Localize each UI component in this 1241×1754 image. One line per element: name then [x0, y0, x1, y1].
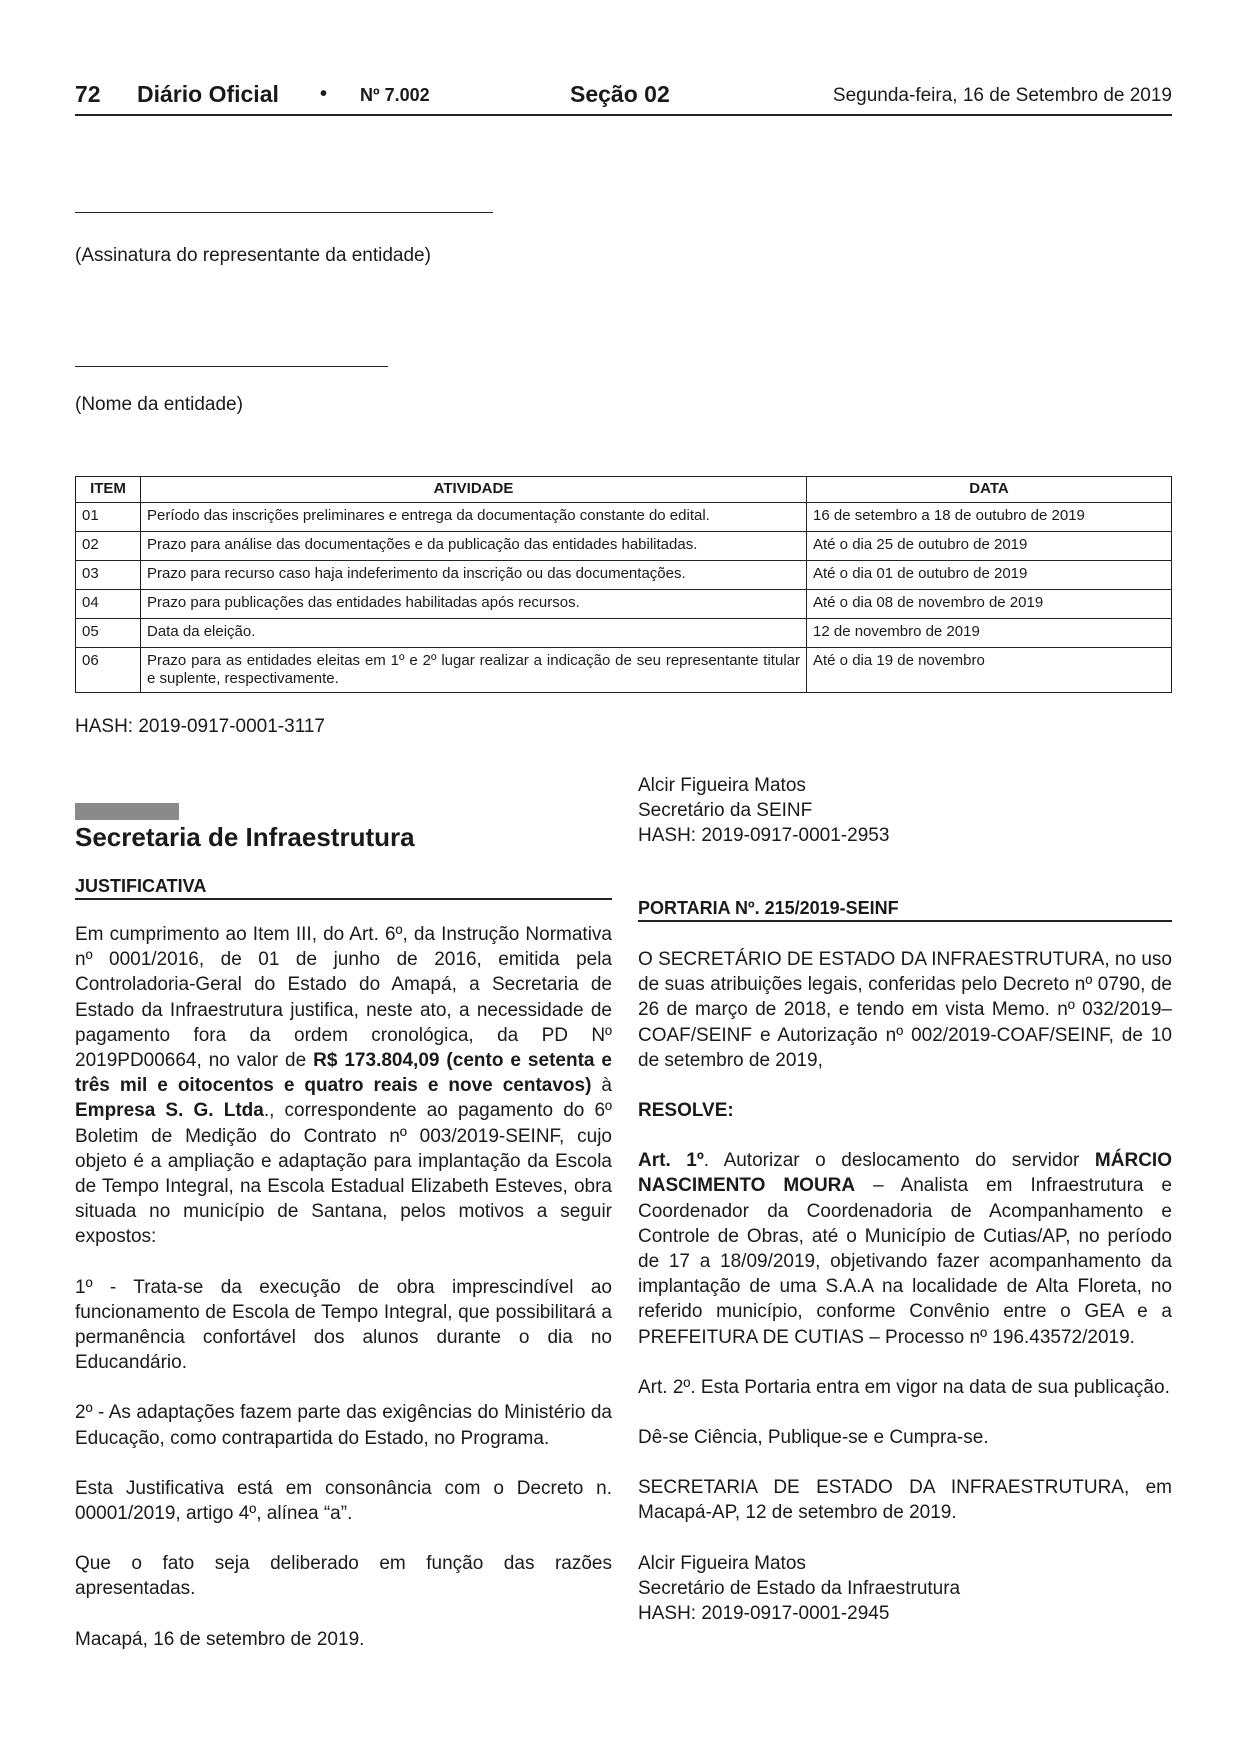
cell-date: Até o dia 01 de outubro de 2019 [807, 561, 1172, 590]
column-header-date: DATA [807, 477, 1172, 503]
signer-name: Alcir Figueira Matos [638, 1552, 806, 1574]
cell-date: Até o dia 19 de novembro [807, 648, 1172, 693]
table-row [76, 532, 1172, 561]
signer-title: Secretário da SEINF [638, 800, 813, 822]
consonance-paragraph: Esta Justificativa está em consonância com o Decreto n. 00001/2019, artigo 4º, alínea “a”. [75, 1477, 612, 1525]
hash-code: HASH: 2019-0917-0001-2945 [638, 1603, 890, 1625]
payment-amount: R$ 173.804,09 (cento e setenta e três mil e oitocentos e quatro reais e nove centavos) [75, 1050, 613, 1097]
signer-title: Secretário de Estado da Infraestrutura [638, 1577, 961, 1599]
header-bullet: • [320, 83, 328, 105]
column-header-activity: ATIVIDADE [141, 477, 807, 503]
column-header-item: ITEM [76, 477, 141, 503]
server-name: MÁRCIO NASCIMENTO MOURA [638, 1150, 1172, 1197]
signature-line [75, 212, 493, 213]
preamble-paragraph: O SECRETÁRIO DE ESTADO DA INFRAESTRUTURA, no uso de suas atribuições legais, conferidas pelo Decreto nº 0790, de 26 de março de 2018, e tendo em vista Memo. nº 032/2019–COAF/SEINF e Autorização nº 002/2019-COAF/SEINF, de 10 de setembro de 2019, [638, 949, 1172, 1071]
issue-number: Nº 7.002 [360, 85, 430, 105]
signature-label: (Assinatura do representante da entidade) [75, 245, 431, 266]
table-row [76, 619, 1172, 648]
entity-name-line [75, 366, 388, 367]
cell-item: 06 [76, 648, 141, 693]
schedule-table [75, 476, 1172, 693]
article-1: Art. 1º. Autorizar o deslocamento do servidor MÁRCIO NASCIMENTO MOURA – Analista em Infraestrutura e Coordenador da Coordenadoria de Acompanhamento e Controle de Obras, até o Município de Cutias/AP, no período de 17 a 18/09/2019, objetivando fazer acompanhamento da implantação de uma S.A.A na localidade de Alta Floreta, no referido município, conforme Convênio entre o GEA e a PREFEITURA DE CUTIAS – Processo nº 196.43572/2019. [638, 1150, 1172, 1348]
table-row [76, 503, 1172, 532]
hash-code: HASH: 2019-0917-0001-3117 [75, 716, 325, 737]
table-row [76, 561, 1172, 590]
cell-item: 01 [76, 503, 141, 532]
cell-activity: Prazo para recurso caso haja indeferimento da inscrição ou das documentações. [141, 561, 807, 590]
portaria-body [638, 947, 1172, 1626]
table-header-row [76, 477, 1172, 503]
justification-body [75, 922, 612, 1652]
section-marker [75, 803, 179, 820]
publication-date: Segunda-feira, 16 de Setembro de 2019 [832, 85, 1172, 106]
cell-item: 02 [76, 532, 141, 561]
publication-name: Diário Oficial [137, 81, 279, 107]
cell-activity: Data da eleição. [141, 619, 807, 648]
cell-date: Até o dia 25 de outubro de 2019 [807, 532, 1172, 561]
cell-date: 12 de novembro de 2019 [807, 619, 1172, 648]
closing-line: Dê-se Ciência, Publique-se e Cumpra-se. [638, 1427, 989, 1449]
company-name: Empresa S. G. Ltda [75, 1100, 264, 1122]
cell-activity: Prazo para publicações das entidades habilitadas após recursos. [141, 590, 807, 619]
deliberation-paragraph: Que o fato seja deliberado em função das razões apresentadas. [75, 1553, 612, 1600]
page-header [75, 78, 1172, 116]
place-date: SECRETARIA DE ESTADO DA INFRAESTRUTURA, em Macapá-AP, 12 de setembro de 2019. [638, 1477, 1172, 1524]
entity-name-label: (Nome da entidade) [75, 394, 243, 415]
portaria-title: PORTARIA Nº. 215/2019-SEINF [638, 898, 1172, 922]
cell-date: Até o dia 08 de novembro de 2019 [807, 590, 1172, 619]
cell-activity: Prazo para as entidades eleitas em 1º e 2º lugar realizar a indicação de seu representante titular e suplente, respectivamente. [141, 648, 807, 693]
cell-activity: Prazo para análise das documentações e da publicação das entidades habilitadas. [141, 532, 807, 561]
resolve-label: RESOLVE: [638, 1100, 734, 1122]
cell-item: 04 [76, 590, 141, 619]
reason-paragraph: 1º - Trata-se da execução de obra imprescindível ao funcionamento de Escola de Tempo Integral, que possibilitará a permanência confortável dos alunos durante o dia no Educandário. [75, 1276, 612, 1374]
section-label: Seção 02 [570, 81, 670, 107]
cell-date: 16 de setembro a 18 de outubro de 2019 [807, 503, 1172, 532]
table-row [76, 590, 1172, 619]
justification-title: JUSTIFICATIVA [75, 876, 612, 900]
page-number: 72 [75, 81, 101, 107]
article-2: Art. 2º. Esta Portaria entra em vigor na data de sua publicação. [638, 1376, 1170, 1398]
cell-activity: Período das inscrições preliminares e entrega da documentação constante do edital. [141, 503, 807, 532]
table-row [76, 648, 1172, 693]
cell-item: 05 [76, 619, 141, 648]
department-title: Secretaria de Infraestrutura [75, 822, 415, 852]
hash-code: HASH: 2019-0917-0001-2953 [638, 825, 890, 847]
reason-paragraph: 2º - As adaptações fazem parte das exigências do Ministério da Educação, como contrapartida do Estado, no Programa. [75, 1402, 612, 1449]
signer-name: Alcir Figueira Matos [638, 775, 806, 796]
place-date: Macapá, 16 de setembro de 2019. [75, 1628, 365, 1650]
cell-item: 03 [76, 561, 141, 590]
justification-paragraph: Em cumprimento ao Item III, do Art. 6º, da Instrução Normativa nº 0001/2016, de 01 de junho de 2016, emitida pela Controladoria-Geral do Estado do Amapá, a Secretaria de Estado da Infraestrutura justifica, neste ato, a necessidade de pagamento fora da ordem cronológica, da PD Nº 2019PD00664, no valor de R$ 173.804,09 (cento e setenta e três mil e oitocentos e quatro reais e nove centavos) à Empresa S. G. Ltda., correspondente ao pagamento do 6º Boletim de Medição do Contrato nº 003/2019-SEINF, cujo objeto é a ampliação e adaptação para implantação da Escola de Tempo Integral, na Escola Estadual Elizabeth Esteves, obra situada no município de Santana, pelos motivos a seguir expostos: [75, 924, 613, 1248]
right-column [638, 773, 1172, 849]
